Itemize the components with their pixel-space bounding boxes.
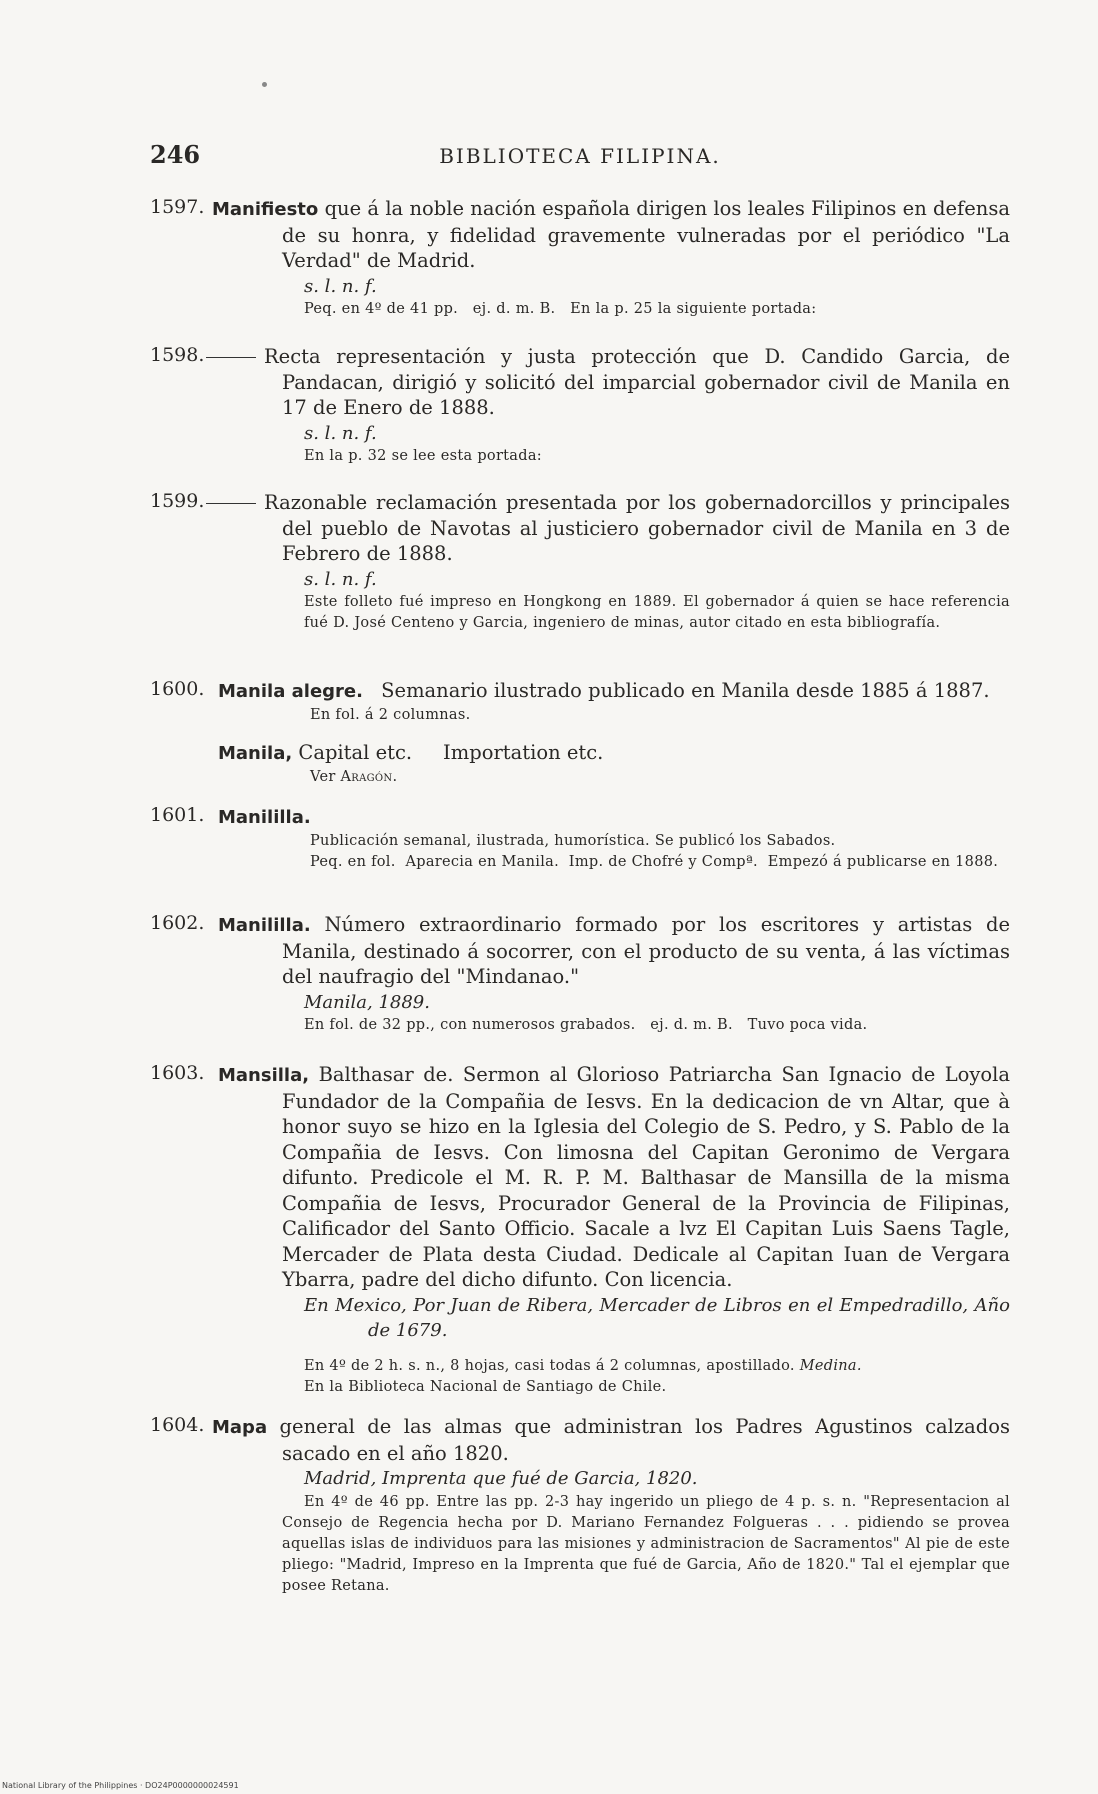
entry-heading: Manililla. (218, 807, 311, 828)
entry-imprint: Madrid, Imprenta que fué de Garcia, 1820. (304, 1468, 698, 1489)
entry-heading: Manila, (218, 743, 293, 764)
ditto-dash (206, 503, 256, 504)
entry-heading: Mapa (212, 1417, 268, 1438)
entry-number: 1603. (150, 1062, 205, 1084)
xref-prefix: Ver (310, 768, 336, 785)
entry-note: En 4º de 2 h. s. n., 8 hojas, casi todas á 2 columnas, apostillado. (304, 1357, 795, 1374)
entry-imprint: En Mexico, Por Juan de Ribera, Mercader de Libros en el Empedradillo, Año de 1679. (304, 1294, 1010, 1341)
entry-number: 1601. (150, 804, 205, 826)
entry-note: En fol. de 32 pp., con numerosos grabados. ej. d. m. B. Tuvo poca vida. (304, 1017, 868, 1033)
entry-imprint: s. l. n. f. (304, 568, 377, 590)
entry-manila-xref (150, 740, 1010, 788)
entry-text: Semanario ilustrado publicado en Manila desde 1885 á 1887. (381, 679, 990, 702)
entry-note: Publicación semanal, ilustrada, humorística. Se publicó los Sabados. (310, 832, 836, 849)
entry-heading: Manila alegre. (218, 681, 363, 702)
entry-note-2: Peq. en fol. Aparecia en Manila. Imp. de Chofré y Compª. Empezó á publicarse en 1888. (310, 853, 999, 870)
entry-heading: Manililla. (218, 915, 311, 936)
entry-imprint: s. l. n. f. (304, 422, 377, 444)
entry-heading: Mansilla, (218, 1065, 310, 1086)
entry-1601 (150, 804, 1010, 873)
entry-number: 1599. (150, 490, 205, 512)
ditto-dash (206, 357, 256, 358)
entry-text: Balthasar de. Sermon al Glorioso Patriarcha San Ignacio de Loyola Fundador de la Compañia de Iesvs. En la dedicacion de vn Altar, que à honor suyo se hizo en la Iglesia del Colegio de S. Pedro, y S. Pablo de la Compañia de Iesvs. Con limosna del Capitan Geronimo de Vergara difunto. Predicole el M. R. P. M. Balthasar de Mansilla de la misma Compañia de Iesvs, Procurador General de la Provincia de Filipinas, Calificador del Santo Officio. Sacale a lvz El Capitan Luis Saens Tagle, Mercader de Plata desta Ciudad. Dedicale al Capitan Iuan de Vergara Ybarra, padre del dicho difunto. Con licencia. (282, 1063, 1011, 1291)
print-speck (262, 82, 267, 87)
entry-number: 1597. (150, 196, 205, 218)
running-head (150, 140, 1010, 176)
book-title: BIBLIOTECA FILIPINA. (439, 144, 721, 168)
entry-number: 1600. (150, 678, 205, 700)
scan-footer: National Library of the Philippines · DO24P0000000024591 (2, 1781, 239, 1790)
entry-text: que á la noble nación española dirigen los leales Filipinos en defensa de su honra, y fidelidad gravemente vulneradas por el periódico "La Verdad" de Madrid. (282, 197, 1010, 272)
entry-1604 (150, 1414, 1010, 1597)
entry-text: Razonable reclamación presentada por los gobernadorcillos y principales del pueblo de Navotas al justiciero gobernador civil de Manila en 3 de Febrero de 1888. (264, 491, 1010, 565)
entry-1599 (150, 490, 1010, 634)
entry-1602 (150, 912, 1010, 1036)
entry-note: Peq. en 4º de 41 pp. ej. d. m. B. En la p. 25 la siguiente portada: (304, 301, 817, 317)
entry-1597 (150, 196, 1010, 320)
entry-number: 1604. (150, 1414, 205, 1436)
entry-text: Número extraordinario formado por los escritores y artistas de Manila, destinado á socorrer, con el producto de su venta, á las víctimas del naufragio del "Mindanao." (282, 913, 1010, 988)
entry-1600 (150, 678, 1010, 726)
entry-heading: Manifiesto (212, 199, 319, 220)
entry-note-source: Medina. (799, 1357, 862, 1374)
entry-1603 (150, 1062, 1010, 1398)
entry-number: 1602. (150, 912, 205, 934)
entry-note: En 4º de 46 pp. Entre las pp. 2-3 hay ingerido un pliego de 4 p. s. n. "Representacion al Consejo de Regencia hecha por D. Mariano Fernandez Folgueras . . . pidiendo se provea aquellas islas de individuos para las misiones y administracion de Sacramentos" Al pie de este pliego: "Madrid, Impreso en la Imprenta que fué de Garcia, Año de 1820." Tal el ejemplar que posee Retana. (282, 1493, 1010, 1594)
entry-number: 1598. (150, 344, 205, 366)
entry-imprint: s. l. n. f. (304, 275, 377, 297)
entry-note: Este folleto fué impreso en Hongkong en 1889. El gobernador á quien se hace referencia fué D. José Centeno y Garcia, ingeniero de minas, autor citado en esta bibliografía. (304, 594, 1010, 631)
entry-1598 (150, 344, 1010, 467)
entry-text: Capital etc. Importation etc. (298, 741, 604, 764)
xref-link[interactable]: Aragón. (340, 768, 398, 785)
entry-text: general de las almas que administran los Padres Agustinos calzados sacado en el año 1820. (279, 1415, 1010, 1465)
entry-note: En la p. 32 se lee esta portada: (304, 448, 542, 464)
entry-text: Recta representación y justa protección que D. Candido Garcia, de Pandacan, dirigió y solicitó del imparcial gobernador civil de Manila en 17 de Enero de 1888. (264, 345, 1010, 419)
page-number: 246 (150, 140, 201, 169)
entry-note: En fol. á 2 columnas. (310, 706, 471, 723)
entry-note-2: En la Biblioteca Nacional de Santiago de Chile. (304, 1378, 667, 1395)
entry-imprint: Manila, 1889. (304, 991, 430, 1013)
